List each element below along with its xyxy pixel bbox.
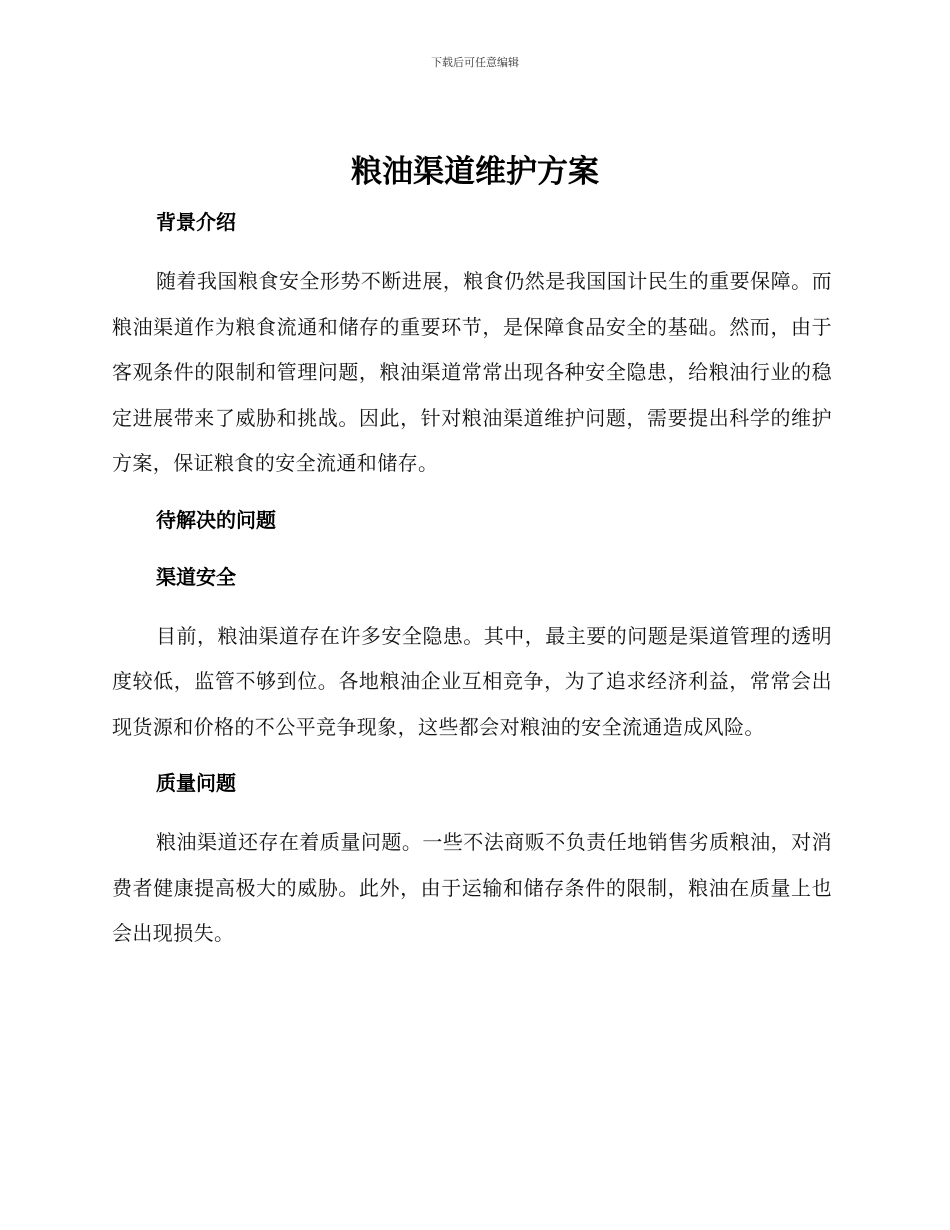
- paragraph-channel-safety: 目前，粮油渠道存在许多安全隐患。其中，最主要的问题是渠道管理的透明度较低，监管不够到位。各地粮油企业互相竞争，为了追求经济利益，常常会出现货源和价格的不公平竞争现象，这些都会对粮油的安全流通造成风险。: [112, 623, 832, 739]
- section-heading-issues: 待解决的问题: [156, 507, 276, 532]
- section-heading-background: 背景介绍: [156, 210, 236, 234]
- section-heading-quality: 质量问题: [156, 771, 236, 795]
- page-header-note: 下载后可任意编辑: [431, 56, 519, 69]
- paragraph-quality: 粮油渠道还存在着质量问题。一些不法商贩不负责任地销售劣质粮油，对消费者健康提高极大的威胁。此外，由于运输和储存条件的限制，粮油在质量上也会出现损失。: [112, 830, 832, 945]
- paragraph-background: 随着我国粮食安全形势不断进展，粮食仍然是我国国计民生的重要保障。而粮油渠道作为粮食流通和储存的重要环节，是保障食品安全的基础。然而，由于客观条件的限制和管理问题，粮油渠道常常出现各种安全隐患，给粮油行业的稳定进展带来了威胁和挑战。因此，针对粮油渠道维护问题，需要提出科学的维护方案，保证粮食的安全流通和储存。: [112, 269, 832, 475]
- document-title: 粮油渠道维护方案: [351, 154, 599, 190]
- section-heading-channel-safety: 渠道安全: [156, 564, 236, 589]
- document-body: [112, 202, 832, 957]
